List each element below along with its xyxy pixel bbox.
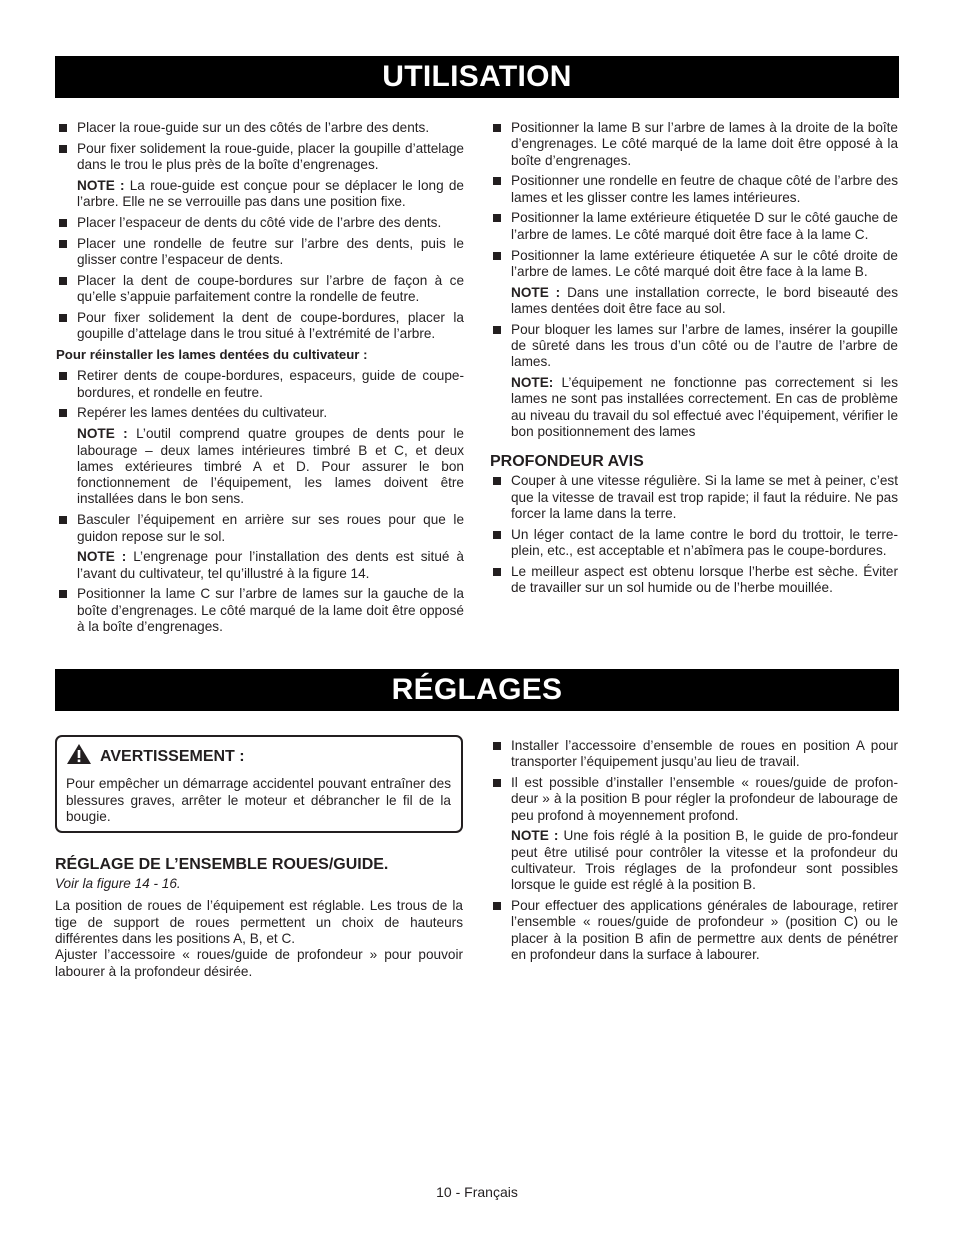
bullet-square-icon: [59, 219, 67, 227]
bullet-item: Positionner la lame B sur l’arbre de lames à la droite de la boîte d’engrenages. Le côté marqué de la lame doit être opposé à la boîte d’engrenages.: [490, 120, 898, 169]
bullet-item: Placer la dent de coupe-bordures sur l’arbre de façon à ce qu’elle s’appuie parfaitement contre la rondelle de feutre.: [56, 273, 464, 306]
bullet-item: Pour effectuer des applications générales de labourage, retirer l’ensemble « roues/guide de profondeur » (position C) ou le placer à la position B afin de permettre aux dents de pénétrer en profondeur dans la surface à labourer.: [490, 898, 898, 963]
bullet-item: Positionner la lame extérieure étiquetée D sur le côté gauche de l’arbre de lames. Le côté marqué doit être face à la lame C.: [490, 210, 898, 243]
bullet-square-icon: [493, 902, 501, 910]
bullet-item: Le meilleur aspect est obtenu lorsque l’herbe est sèche. Éviter de travailler sur un sol humide ou de l’herbe mouillée.: [490, 564, 898, 597]
bullet-item: Placer une rondelle de feutre sur l’arbre des dents, puis le glisser contre l’espaceur de dents.: [56, 236, 464, 269]
section-heading-profondeur: PROFONDEUR AVIS: [490, 453, 644, 471]
bullet-square-icon: [493, 531, 501, 539]
bullet-item: Pour bloquer les lames sur l’arbre de lames, insérer la goupille de sûreté dans les trous d’un côté ou de l’autre de l’arbre de lames.: [490, 322, 898, 371]
section-heading-reglage: RÉGLAGE DE L’ENSEMBLE ROUES/GUIDE.: [55, 856, 389, 874]
bullet-square-icon: [493, 177, 501, 185]
bullet-square-icon: [59, 314, 67, 322]
bullet-square-icon: [59, 372, 67, 380]
bullet-square-icon: [493, 252, 501, 260]
bullet-item: Installer l’accessoire d’ensemble de roues en position A pour transporter l’équipement jusqu’au lieu de travail.: [490, 738, 898, 771]
warning-title: AVERTISSEMENT :: [100, 747, 245, 765]
bullet-item: Repérer les lames dentées du cultivateur.: [56, 405, 464, 421]
bullet-item: Pour fixer solidement la roue-guide, placer la goupille d’attelage dans le trou le plus près de la boîte d’engrenages.: [56, 141, 464, 174]
paragraph: La position de roues de l’équipement est réglable. Les trous de la tige de support de roues permettent un choix de hauteurs différentes dans les positions A, B, et C.: [55, 898, 463, 947]
bullet-square-icon: [59, 516, 67, 524]
figure-reference: Voir la figure 14 - 16.: [55, 876, 181, 892]
utilisation-right-column: [490, 120, 898, 601]
bullet-item: Placer l’espaceur de dents du côté vide de l’arbre des dents.: [56, 215, 464, 231]
bullet-item: Pour fixer solidement la dent de coupe-bordures, placer la goupille d’attelage dans le trou situé à l’extrémité de l’arbre.: [56, 310, 464, 343]
bullet-item: Un léger contact de la lame contre le bord du trottoir, le terre-plein, etc., est acceptable et n’abîmera pas le coupe-bordures.: [490, 527, 898, 560]
bullet-square-icon: [493, 742, 501, 750]
bullet-square-icon: [59, 145, 67, 153]
bullet-square-icon: [59, 409, 67, 417]
section-banner-reglages: RÉGLAGES: [55, 669, 899, 711]
bullet-square-icon: [493, 568, 501, 576]
note: NOTE : Une fois réglé à la position B, le guide de pro-fondeur peut être utilisé pour contrôler la vitesse et la profondeur du cultivateur. Trois réglages de la profondeur sont possibles lorsque le guide est réglé à la position B.: [511, 828, 898, 893]
note: NOTE : L’outil comprend quatre groupes de dents pour le labourage – deux lames intérieures timbré B et C, et deux lames extérieures timbré A et D. Pour assurer le bon fonctionnement de l’équipement, les lames doivent être installées dans le bon sens.: [77, 426, 464, 507]
subheading: Pour réinstaller les lames dentées du cultivateur :: [56, 347, 368, 363]
paragraph: Ajuster l’accessoire « roues/guide de profondeur » pour pouvoir labourer à la profondeur désirée.: [55, 947, 463, 979]
reglages-left-column: [55, 735, 463, 980]
bullet-square-icon: [59, 124, 67, 132]
warning-header: [66, 743, 451, 769]
reglages-right-column: [490, 738, 898, 968]
note: NOTE: L’équipement ne fonctionne pas correctement si les lames ne sont pas installées correctement. En cas de problème au niveau du travail du sol effectué avec l’équipement, vérifier le bon positionnement des lames: [511, 375, 898, 440]
bullet-square-icon: [59, 277, 67, 285]
bullet-square-icon: [493, 477, 501, 485]
bullet-square-icon: [493, 214, 501, 222]
note: NOTE : L’engrenage pour l’installation des dents est situé à l’avant du cultivateur, tel qu’illustré à la figure 14.: [77, 549, 464, 581]
note: NOTE : Dans une installation correcte, le bord biseauté des lames dentées doit être face au sol.: [511, 284, 898, 316]
note: NOTE : La roue-guide est conçue pour se déplacer le long de l’arbre. Elle ne se verrouille pas dans une position fixe.: [77, 177, 464, 210]
page-footer: 10 - Français: [436, 1184, 518, 1200]
warning-triangle-icon: [66, 743, 92, 769]
bullet-square-icon: [493, 779, 501, 787]
bullet-item: Placer la roue-guide sur un des côtés de l’arbre des dents.: [56, 120, 464, 136]
bullet-item: Couper à une vitesse régulière. Si la lame se met à peiner, c’est que la vitesse de travail est trop rapide; il faut la réduire. Ne pas forcer la lame dans la terre.: [490, 473, 898, 522]
bullet-item: Basculer l’équipement en arrière sur ses roues pour que le guidon repose sur le sol.: [56, 512, 464, 545]
bullet-square-icon: [59, 240, 67, 248]
bullet-item: Positionner une rondelle en feutre de chaque côté de l’arbre des lames et les glisser contre les lames intérieures.: [490, 173, 898, 206]
bullet-item: Positionner la lame extérieure étiquetée A sur le côté droite de l’arbre de lames. Le côté marqué doit être face à la lame B.: [490, 248, 898, 281]
utilisation-left-column: [56, 120, 464, 640]
warning-text: Pour empêcher un démarrage accidentel pouvant entraîner des blessures graves, arrêter le moteur et débrancher le fil de la bougie.: [66, 776, 451, 824]
bullet-item: Retirer dents de coupe-bordures, espaceurs, guide de coupe-bordures, et rondelle en feutre.: [56, 368, 464, 401]
bullet-square-icon: [59, 590, 67, 598]
bullet-square-icon: [493, 326, 501, 334]
bullet-square-icon: [493, 124, 501, 132]
section-banner-utilisation: UTILISATION: [55, 56, 899, 98]
bullet-item: Positionner la lame C sur l’arbre de lames sur la gauche de la boîte d’engrenages. Le côté marqué de la lame doit être opposé à la boîte d’engrenages.: [56, 586, 464, 635]
bullet-item: Il est possible d’installer l’ensemble « roues/guide de profon-deur » à la position B pour régler la profondeur de labourage de peu profond à moyennement profond.: [490, 775, 898, 824]
warning-box: [55, 735, 463, 833]
